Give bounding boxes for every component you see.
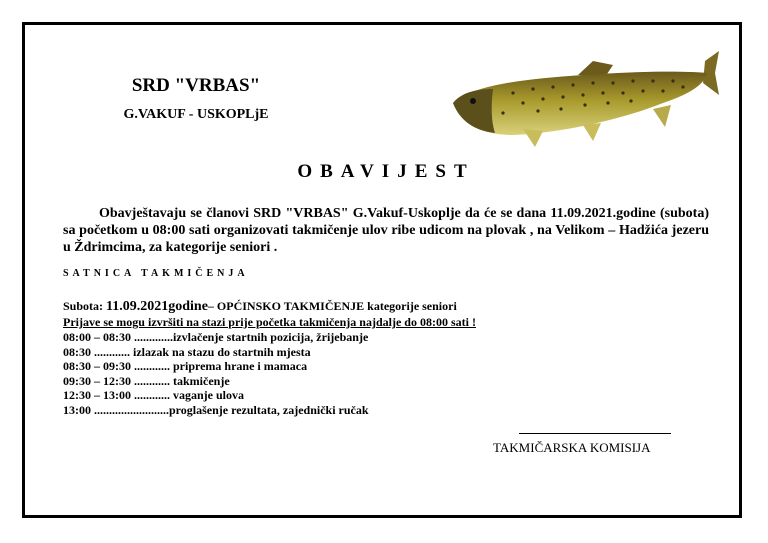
schedule-item: 08:30 – 09:30 ............ priprema hrane i mamaca — [63, 359, 308, 374]
document-frame — [22, 22, 742, 518]
day-prefix: Subota: — [63, 299, 107, 313]
schedule-item: 08:30 ............ izlazak na stazu do startnih mjesta — [63, 344, 311, 359]
notice-title: OBAVIJEST — [297, 161, 475, 182]
org-place: G.VAKUF - USKOPLjE — [123, 107, 269, 122]
day-suffix: – OPĆINSKO TAKMIČENJE kategorije seniori — [207, 299, 457, 313]
competition-day-line — [63, 299, 457, 315]
schedule-item: 08:00 – 08:30 .............izvlačenje startnih pozicija, žrijebanje — [63, 330, 369, 344]
signature-commission: TAKMIČARSKA KOMISIJA — [493, 440, 651, 455]
org-name: SRD "VRBAS" — [131, 75, 261, 96]
day-date: 11.09.2021godine — [106, 299, 208, 314]
schedule-heading: SATNICA TAKMIČENJA — [63, 268, 249, 279]
registration-notice: Prijave se mogu izvršiti na stazi prije početka takmičenja najdalje do 08:00 sati ! — [63, 315, 476, 329]
intro-paragraph: Obavještavaju se članovi SRD "VRBAS" G.Vakuf-Uskoplje da će se dana 11.09.2021.godine (subota) sa početkom u 08:00 sati organizovati takmičenje ulov ribe udicom na plovak , na Velikom – Hadžića jezeru u Ždrimcima, za kategorije seniori . — [63, 206, 709, 255]
schedule-list — [63, 330, 369, 418]
schedule-item: 09:30 – 12:30 ............ takmičenje — [63, 373, 230, 388]
schedule-item: 12:30 – 13:00 ............ vaganje ulova — [63, 388, 244, 403]
signature-line — [519, 433, 671, 434]
trout-image — [443, 43, 723, 151]
schedule-item: 13:00 .........................proglašenje rezultata, zajednički ručak — [63, 402, 369, 417]
